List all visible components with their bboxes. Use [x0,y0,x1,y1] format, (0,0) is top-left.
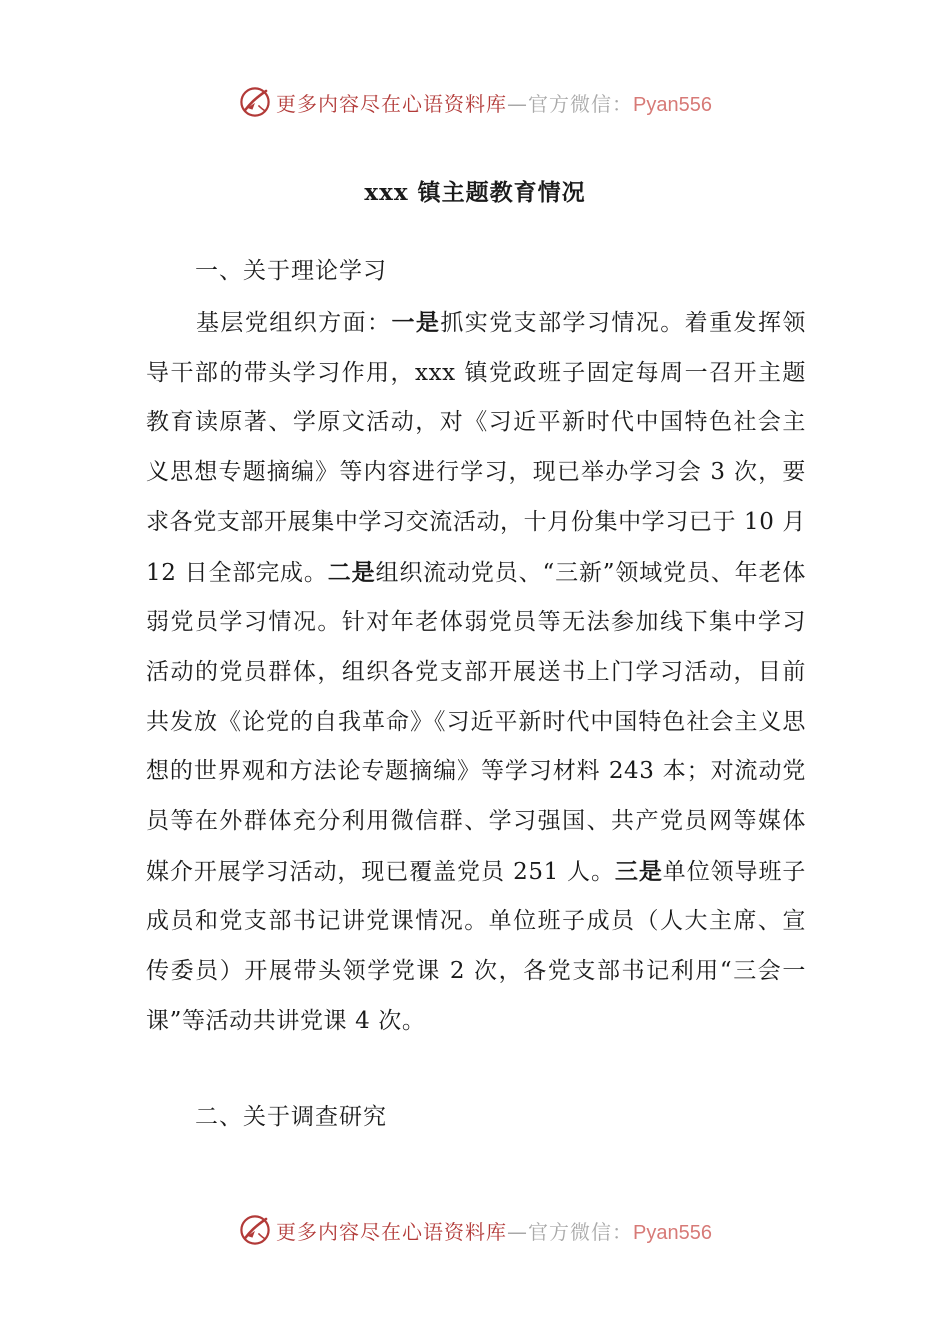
watermark-code: Pyan556 [633,93,712,116]
point1-text: 抓实党支部学习情况。着重发挥领导干部的带头学习作用，xxx 镇党政班子固定每周一召开主题教育读原著、学原文活动，对《习近平新时代中国特色社会主义思想专题摘编》等内容进行学习，现已举办学习会 3 次，要求各党支部开展集中学习交流活动，十月份集中学习已于 10 月 12 日全部完成。 [146,310,807,586]
footer-watermark-banner [0,1208,950,1252]
watermark-rest: 官方微信： [528,91,634,116]
pen-circle-logo-icon [238,1213,272,1247]
footer-watermark-text [276,1216,712,1245]
body-paragraph [146,298,806,1047]
point2-text: 组织流动党员、“三新”领域党员、年老体弱党员学习情况。针对年老体弱党员等无法参加线下集中学习活动的党员群体，组织各党支部开展送书上门学习活动，目前共发放《论党的自我革命》《习近平新时代中国特色社会主义思想的世界观和方法论专题摘编》等学习材料 243 本；对流动党员等在外群体充分利用微信群、学习强国、共产党员网等媒体媒介开展学习活动，现已覆盖党员 251 人。 [146,559,806,885]
point1-label: 一是 [391,309,441,336]
watermark-separator: — [507,91,529,116]
watermark-rest: 官方微信： [528,1219,634,1244]
watermark-prefix: 更多内容尽在心语资料库 [276,91,508,116]
pen-circle-logo-icon [238,85,272,119]
document-title: xxx 镇主题教育情况 [364,179,586,206]
paragraph-lead: 基层党组织方面： [196,310,392,336]
point3-label: 三是 [614,857,663,885]
watermark-separator: — [507,1219,529,1244]
header-watermark-text [276,88,712,117]
section-heading-research: 二、关于调查研究 [195,1104,387,1130]
watermark-prefix: 更多内容尽在心语资料库 [276,1219,508,1244]
header-watermark-banner [0,80,950,124]
point2-label: 二是 [327,558,376,586]
watermark-code: Pyan556 [633,1221,712,1244]
point3-text: 单位领导班子成员和党支部书记讲党课情况。单位班子成员（人大主席、宣传委员）开展带头领学党课 2 次，各党支部书记利用“三会一课”等活动共讲党课 4 次。 [146,858,806,1034]
section-heading-theory-study: 一、关于理论学习 [195,258,387,284]
